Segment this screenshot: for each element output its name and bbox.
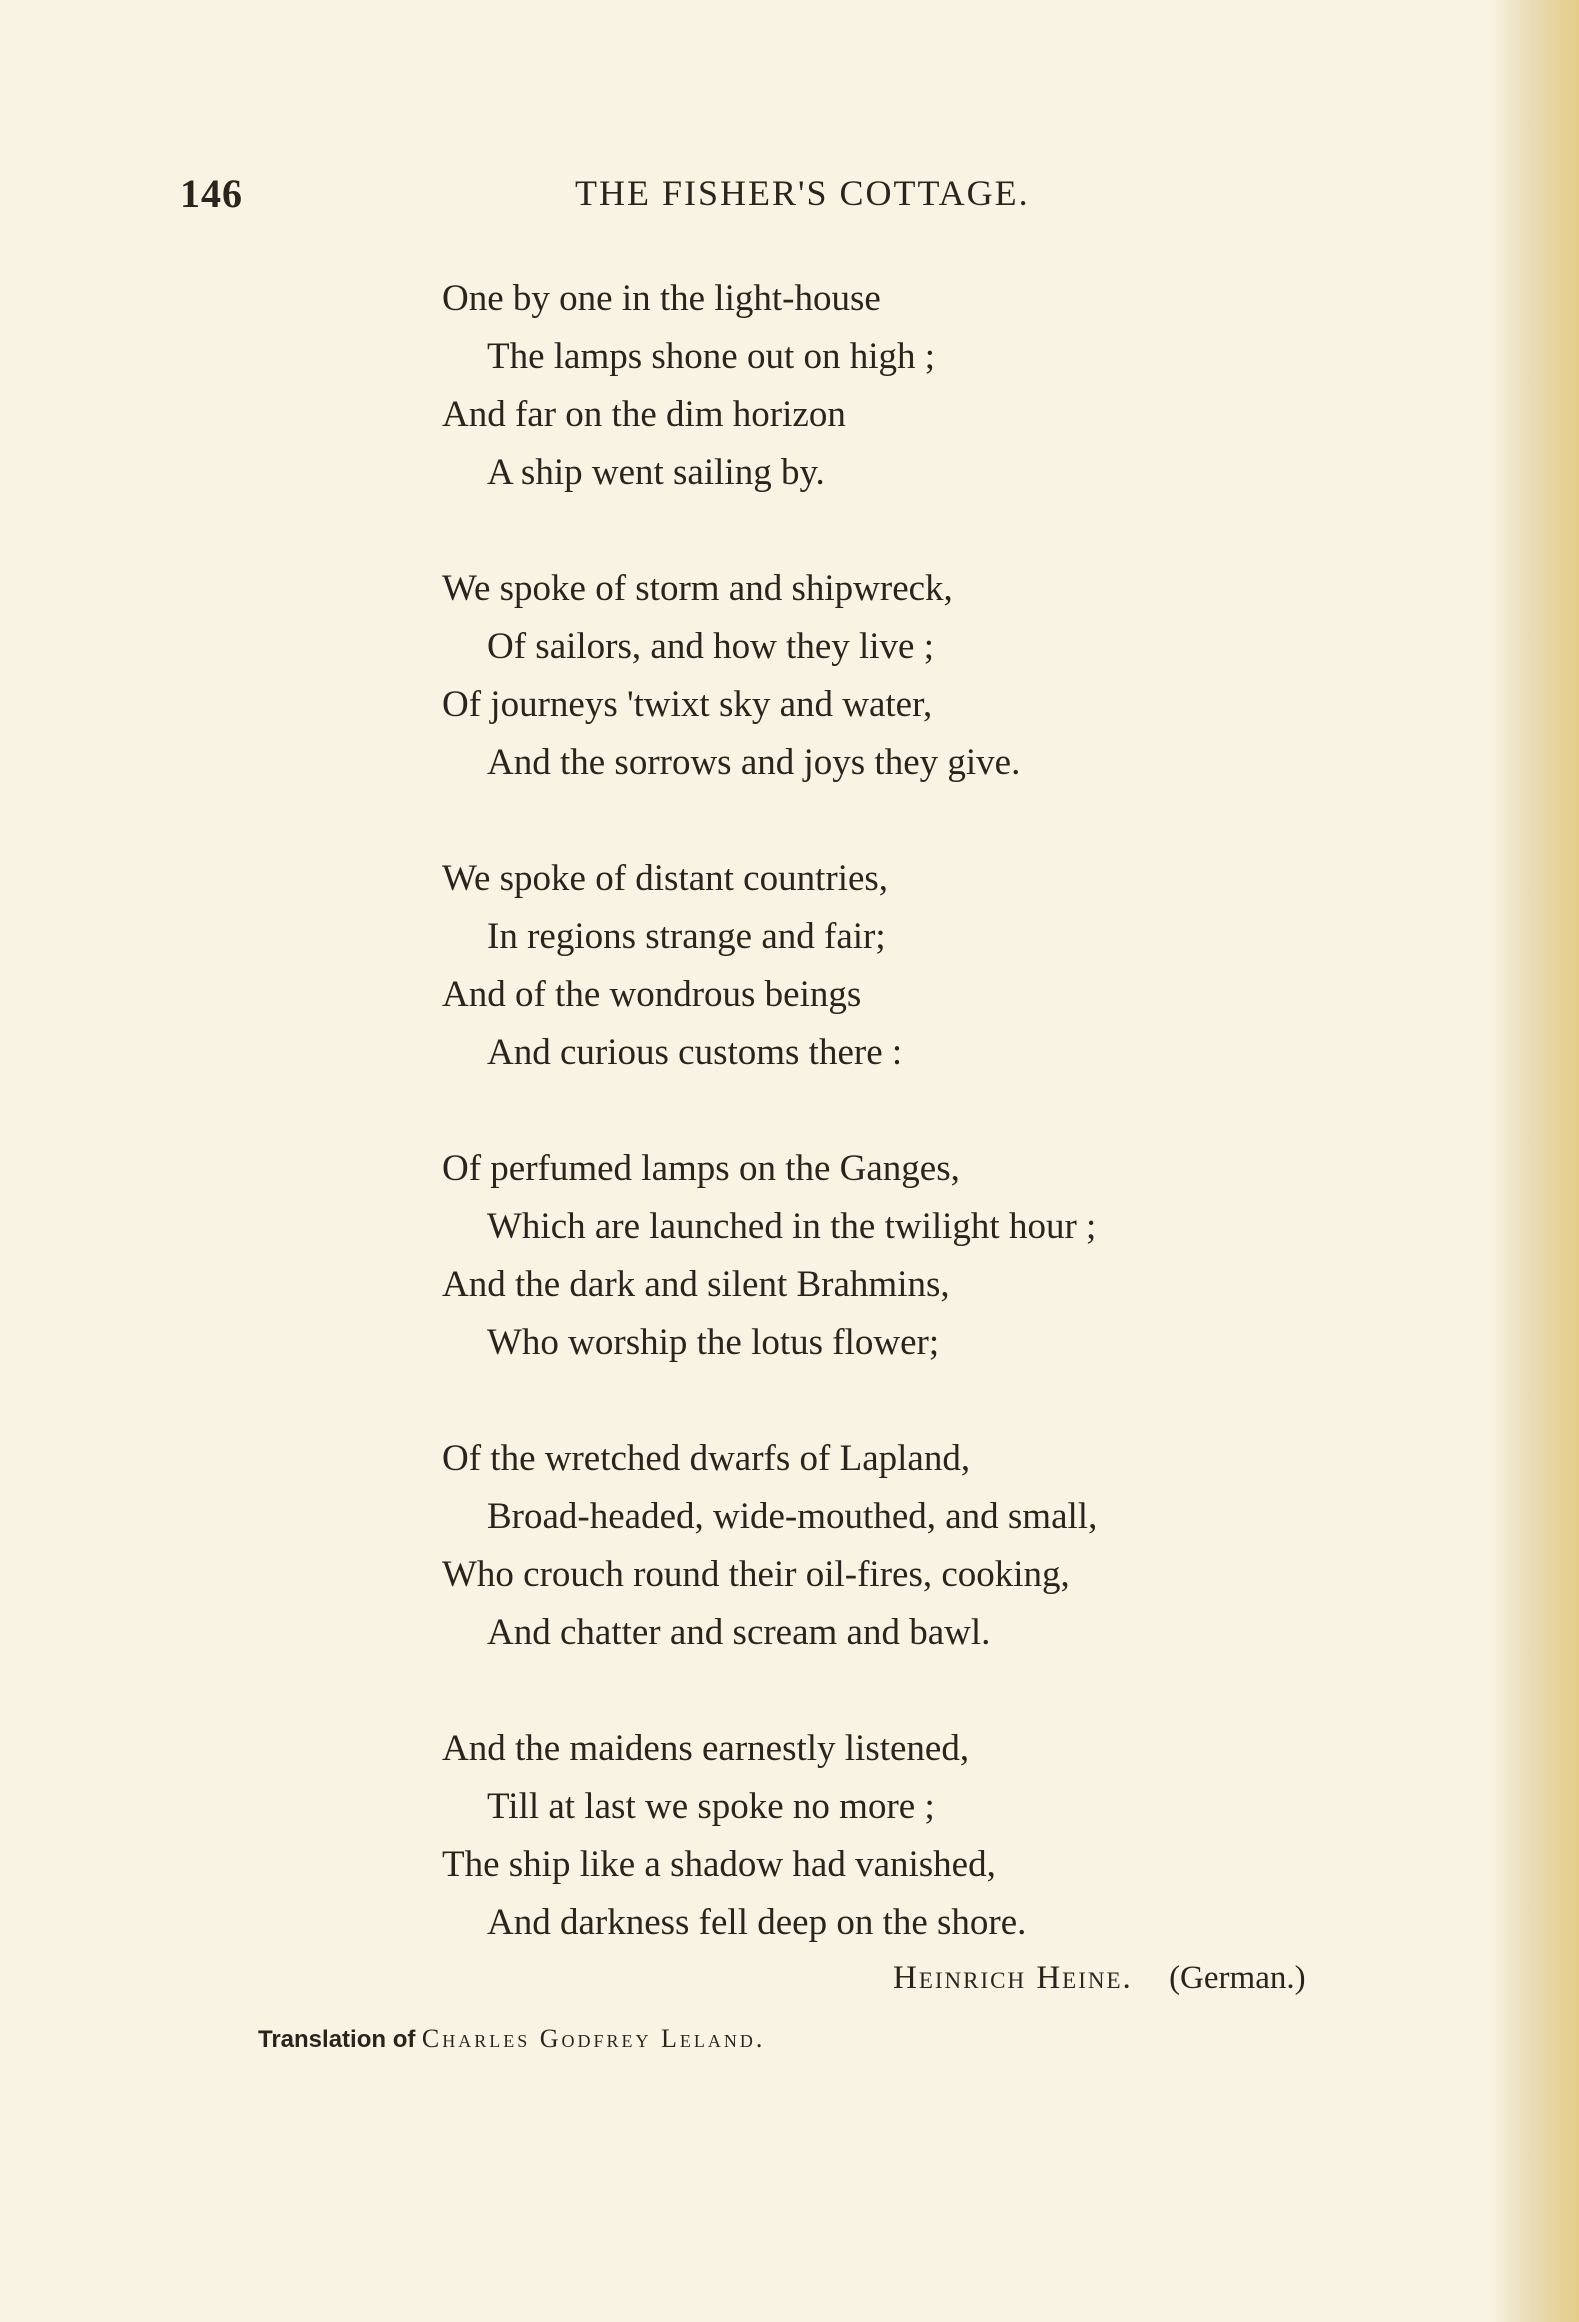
poem-line: One by one in the light-house [442,278,881,319]
author-name: Heinrich Heine. [893,1960,1133,1996]
poem-line: And far on the dim horizon [442,394,846,435]
poem-line: And the maidens earnestly listened, [442,1728,970,1769]
poem-line: Till at last we spoke no more ; [487,1786,935,1827]
poem [442,270,1097,2010]
poem-line: A ship went sailing by. [487,452,825,493]
poem-line: And of the wondrous beings [442,974,862,1015]
stanza-2 [442,560,1097,792]
poem-line: And curious customs there : [487,1032,903,1073]
poem-line: Which are launched in the twilight hour ; [487,1206,1097,1247]
poem-line: And the dark and silent Brahmins, [442,1264,950,1305]
translation-credit [258,2024,765,2054]
poem-line: We spoke of distant countries, [442,858,889,899]
poem-line: Of sailors, and how they live ; [487,626,934,667]
stanza-1 [442,270,1097,502]
translator-name: Charles Godfrey Leland. [421,2024,766,2053]
poem-line: Broad-headed, wide-mouthed, and small, [487,1496,1098,1537]
poem-line: And darkness fell deep on the shore. [487,1902,1027,1943]
poem-line: Of journeys 'twixt sky and water, [442,684,933,725]
source-language: (German.) [1169,1960,1306,1996]
stanza-3 [442,850,1097,1082]
stanza-6 [442,1720,1097,1952]
poem-line: Of the wretched dwarfs of Lapland, [442,1438,971,1479]
poem-line: Of perfumed lamps on the Ganges, [442,1148,960,1189]
poem-line: Who worship the lotus flower; [487,1322,940,1363]
poem-line: In regions strange and fair; [487,916,886,957]
poem-line: The ship like a shadow had vanished, [442,1844,996,1885]
page-number: 146 [180,171,243,216]
running-head-title: THE FISHER'S COTTAGE. [575,173,1030,213]
stanza-5 [442,1430,1097,1662]
poem-line: And chatter and scream and bawl. [487,1612,991,1653]
poem-line: Who crouch round their oil-fires, cooking, [442,1554,1070,1595]
poem-line: And the sorrows and joys they give. [487,742,1021,783]
translation-label: Translation of [258,2026,416,2053]
poem-attribution [893,1960,1306,1997]
poem-line: We spoke of storm and shipwreck, [442,568,953,609]
stanza-4 [442,1140,1097,1372]
poem-line: The lamps shone out on high ; [487,336,936,377]
